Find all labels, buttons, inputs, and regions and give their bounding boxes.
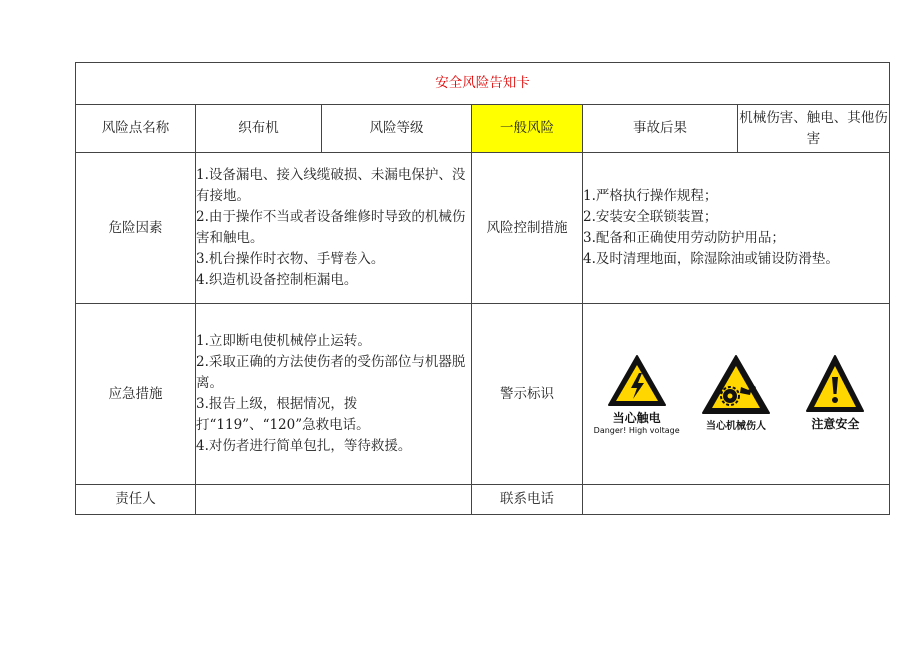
risk-level-value: 一般风险 xyxy=(472,105,583,153)
emergency-label: 应急措施 xyxy=(76,304,196,485)
emergency-item: 1.立即断电使机械停止运转。 xyxy=(196,333,371,349)
risk-level-label: 风险等级 xyxy=(322,105,472,153)
control-item: 1.严格执行操作规程； xyxy=(583,188,718,204)
phone-label: 联系电话 xyxy=(472,485,583,515)
machine-injury-icon xyxy=(700,353,772,417)
electric-shock-icon xyxy=(606,353,668,409)
hazard-list xyxy=(196,153,472,304)
consequence-value: 机械伤害、触电、其他伤害 xyxy=(738,105,890,153)
risk-point-value: 织布机 xyxy=(196,105,322,153)
phone-value xyxy=(583,485,890,515)
emergency-item: 2.采取正确的方法使伤者的受伤部位与机器脱离。 xyxy=(196,354,466,391)
exclamation-icon xyxy=(804,353,866,415)
sign-machine-injury xyxy=(690,353,782,434)
risk-point-label: 风险点名称 xyxy=(76,105,196,153)
control-item: 4.及时清理地面，除湿除油或铺设防滑垫。 xyxy=(583,251,839,267)
warning-label: 警示标识 xyxy=(472,304,583,485)
sign-label: 当心触电 xyxy=(612,410,661,425)
responsible-label: 责任人 xyxy=(76,485,196,515)
hazard-item: 1.设备漏电、接入线缆破损、未漏电保护、没有接地。 xyxy=(196,167,466,204)
sign-caution xyxy=(789,353,881,432)
emergency-item: 4.对伤者进行简单包扎，等待救援。 xyxy=(196,438,412,454)
hazard-item: 3.机台操作时衣物、手臂卷入。 xyxy=(196,251,385,267)
control-item: 3.配备和正确使用劳动防护用品； xyxy=(583,230,785,246)
consequence-label: 事故后果 xyxy=(583,105,738,153)
hazard-label: 危险因素 xyxy=(76,153,196,304)
sign-sublabel: Danger! High voltage xyxy=(593,425,680,435)
sign-electric-shock xyxy=(591,353,683,436)
responsible-value xyxy=(196,485,472,515)
card-title: 安全风险告知卡 xyxy=(76,63,890,105)
control-list xyxy=(583,153,890,304)
risk-notice-card xyxy=(75,62,890,515)
sign-label: 注意安全 xyxy=(811,416,860,431)
control-label: 风险控制措施 xyxy=(472,153,583,304)
control-item: 2.安装安全联锁装置； xyxy=(583,209,718,225)
hazard-item: 4.织造机设备控制柜漏电。 xyxy=(196,272,358,288)
emergency-list xyxy=(196,304,472,485)
hazard-item: 2.由于操作不当或者设备维修时导致的机械伤害和触电。 xyxy=(196,209,466,246)
emergency-item: 3.报告上级，根据情况，拨打“119”、“120”急救电话。 xyxy=(196,396,370,433)
warning-signs xyxy=(583,304,890,485)
sign-label: 当心机械伤人 xyxy=(706,420,767,432)
